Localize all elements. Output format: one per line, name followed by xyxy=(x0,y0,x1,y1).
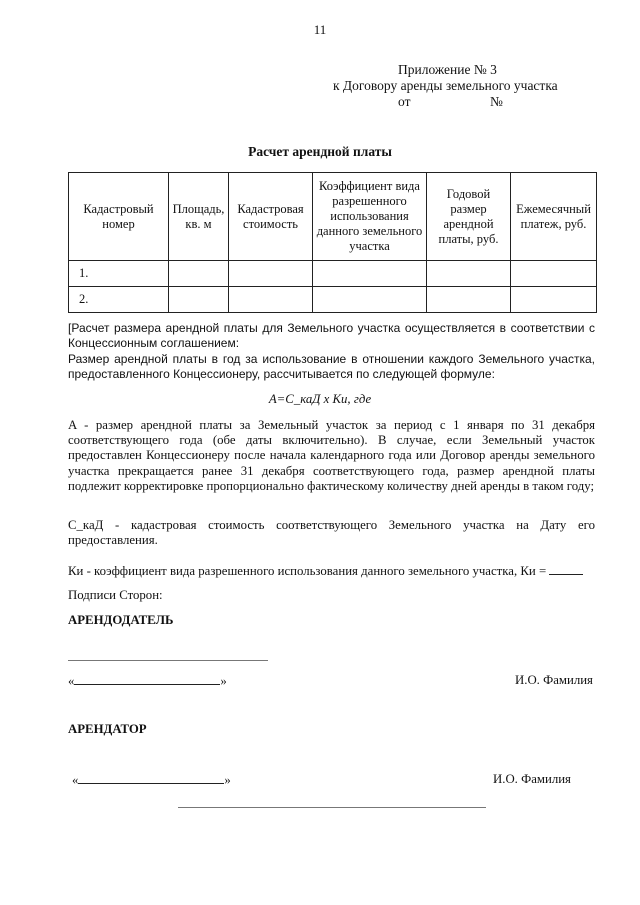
rent-definition-paragraph: A - размер арендной платы за Земельный участок за период с 1 января по 31 декабря соответствующего года (обе даты включительно). В случае, если Земельный участок предоставлен Концессионеру после начала календарного года или Договор аренды земельного участка прекращается ранее 31 декабря соответствующего года, размер арендной платы подлежит корректировке пропорционально фактическому количеству дней аренды в таком году; xyxy=(68,418,595,493)
appendix-from-label: от xyxy=(398,94,411,109)
header-cadastral-number: Кадастровый номер xyxy=(69,173,169,261)
tenant-open-quote: « xyxy=(72,773,79,787)
table-cell xyxy=(427,261,511,287)
landlord-heading: АРЕНДОДАТЕЛЬ xyxy=(68,613,174,627)
header-monthly-payment: Ежемесячный платеж, руб. xyxy=(511,173,597,261)
coefficient-definition xyxy=(68,563,595,579)
header-area: Площадь, кв. м xyxy=(169,173,229,261)
table-cell xyxy=(169,261,229,287)
tenant-signature-line xyxy=(178,807,486,808)
document-title: Расчет арендной платы xyxy=(248,144,392,159)
landlord-signature-line xyxy=(68,660,268,661)
table-cell xyxy=(313,261,427,287)
page-number: 11 xyxy=(313,22,327,37)
appendix-contract-ref: к Договору аренды земельного участка xyxy=(333,78,558,93)
header-usage-coefficient: Коэффициент вида разрешенного использования данного земельного участка xyxy=(313,173,427,261)
appendix-number-label: № xyxy=(490,94,503,109)
table-cell xyxy=(427,287,511,313)
table-row xyxy=(69,261,597,287)
table-cell: 2. xyxy=(69,287,169,313)
header-cadastral-value: Кадастровая стоимость xyxy=(229,173,313,261)
tenant-date-field xyxy=(72,772,231,788)
tenant-close-quote: » xyxy=(224,773,231,787)
header-annual-rent: Годовой размер арендной платы, руб. xyxy=(427,173,511,261)
landlord-close-quote: » xyxy=(220,674,227,688)
table-cell xyxy=(229,261,313,287)
rent-formula: A=C_каД x Ки, где xyxy=(268,392,372,406)
table-cell xyxy=(313,287,427,313)
table-cell xyxy=(511,287,597,313)
tenant-date-blank xyxy=(78,772,224,784)
signatures-label: Подписи Сторон: xyxy=(68,588,163,602)
table-row xyxy=(69,287,597,313)
appendix-number: Приложение № 3 xyxy=(398,62,497,77)
tenant-name: И.О. Фамилия xyxy=(493,772,571,786)
landlord-name: И.О. Фамилия xyxy=(515,673,593,687)
calculation-intro-paragraph: [Расчет размера арендной платы для Земельного участка осуществляется в соответствии с Концессионным соглашением: xyxy=(68,321,595,351)
tenant-heading: АРЕНДАТОР xyxy=(68,722,147,736)
annual-rent-paragraph: Размер арендной платы в год за использование в отношении каждого Земельного участка, предоставленного Концессионеру, рассчитывается по следующей формуле: xyxy=(68,352,595,382)
table-cell xyxy=(511,261,597,287)
cadastral-value-definition: C_каД - кадастровая стоимость соответствующего Земельного участка на Дату его предоставления. xyxy=(68,518,595,548)
landlord-date-field xyxy=(68,673,227,689)
landlord-date-blank xyxy=(74,673,220,685)
table-cell xyxy=(169,287,229,313)
appendix-date-number-line xyxy=(398,94,508,110)
table-cell xyxy=(229,287,313,313)
rent-calculation-table xyxy=(68,172,597,313)
landlord-open-quote: « xyxy=(68,674,75,688)
coefficient-blank xyxy=(549,563,583,575)
table-header-row xyxy=(69,173,597,261)
coefficient-definition-text: Ки - коэффициент вида разрешенного использования данного земельного участка, Ки = xyxy=(68,564,547,578)
table-cell: 1. xyxy=(69,261,169,287)
